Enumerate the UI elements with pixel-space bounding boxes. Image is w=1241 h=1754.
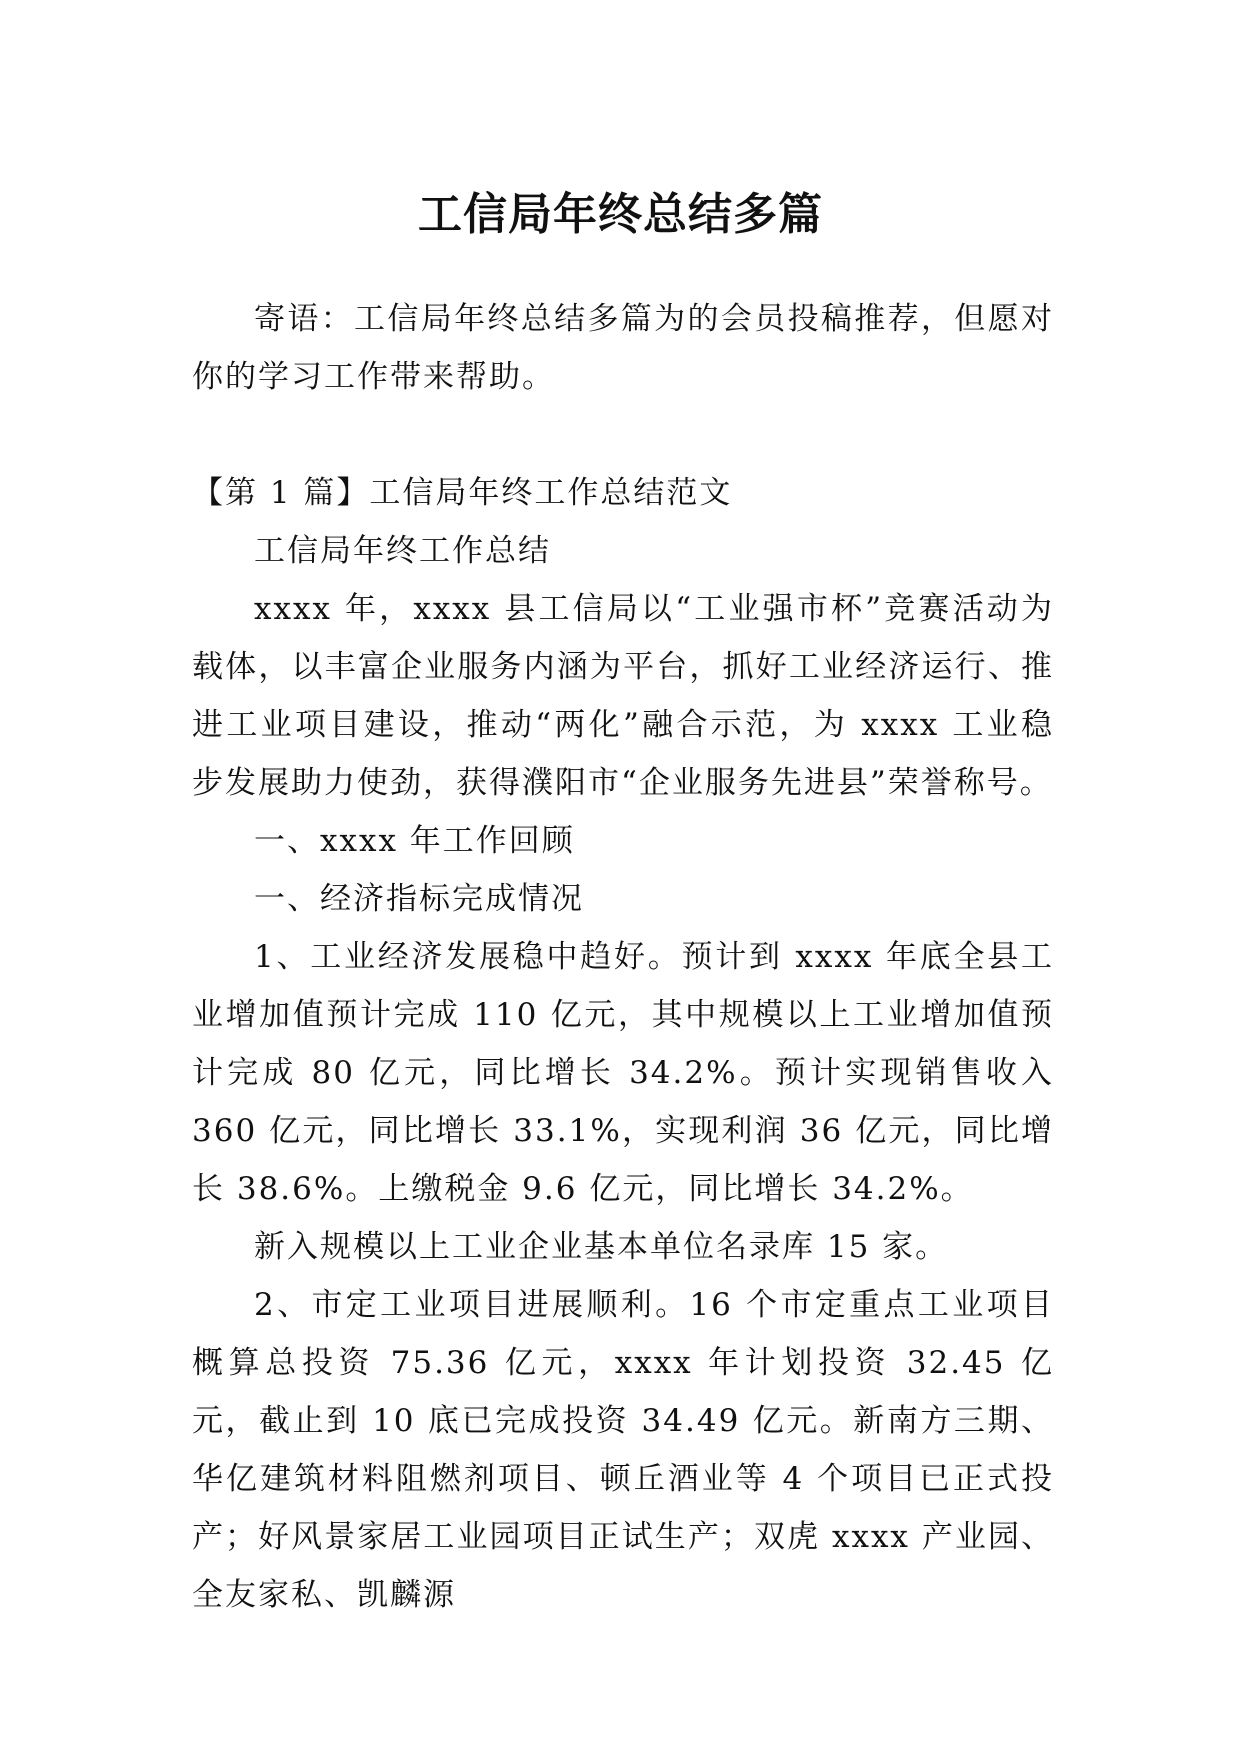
- subtitle-paragraph: 工信局年终工作总结: [254, 533, 551, 569]
- section-heading: 【第 1 篇】工信局年终工作总结范文: [192, 475, 733, 511]
- document-title: 工信局年终总结多篇: [418, 189, 823, 241]
- body-paragraph: xxxx 年，xxxx 县工信局以“工业强市杯”竞赛活动为载体，以丰富企业服务内涵为平台，抓好工业经济运行、推进工业项目建设，推动“两化”融合示范，为 xxxx 工业稳步发展助力使劲，获得濮阳市“企业服务先进县”荣誉称号。: [192, 591, 1054, 801]
- blank-line: [192, 406, 1054, 464]
- intro-paragraph: 寄语：工信局年终总结多篇为的会员投稿推荐，但愿对你的学习工作带来帮助。: [192, 301, 1054, 395]
- body-paragraph: 1、工业经济发展稳中趋好。预计到 xxxx 年底全县工业增加值预计完成 110 亿元，其中规模以上工业增加值预计完成 80 亿元，同比增长 34.2%。预计实现销售收入 360 亿元，同比增长 33.1%，实现利润 36 亿元，同比增长 38.6%。上缴税金 9.6 亿元，同比增长 34.2%。: [192, 939, 1054, 1207]
- document-body: [192, 290, 1054, 1624]
- body-paragraph: 2、市定工业项目进展顺利。16 个市定重点工业项目概算总投资 75.36 亿元，xxxx 年计划投资 32.45 亿元，截止到 10 底已完成投资 34.49 亿元。新南方三期、华亿建筑材料阻燃剂项目、顿丘酒业等 4 个项目已正式投产；好风景家居工业园项目正试生产；双虎 xxxx 产业园、全友家私、凯麟源: [192, 1287, 1054, 1613]
- heading-review: 一、xxxx 年工作回顾: [254, 823, 575, 859]
- heading-indicators: 一、经济指标完成情况: [254, 881, 584, 917]
- body-paragraph: 新入规模以上工业企业基本单位名录库 15 家。: [254, 1229, 949, 1265]
